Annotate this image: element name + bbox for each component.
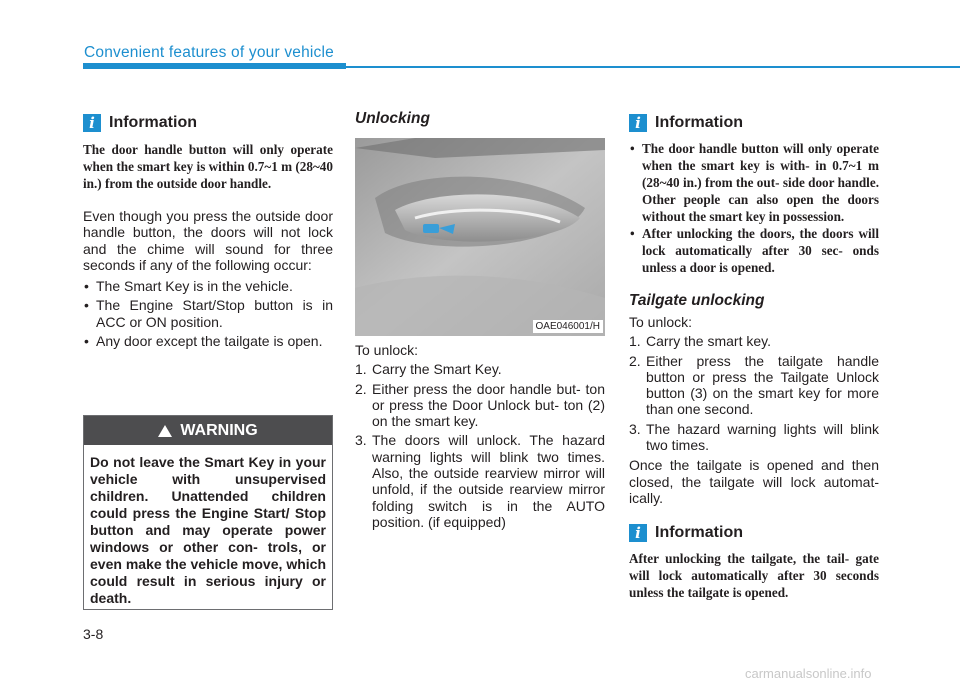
list-item: • Any door except the tailgate is open. bbox=[83, 333, 333, 349]
right-column bbox=[629, 110, 879, 601]
tailgate-steps bbox=[629, 333, 879, 453]
list-item: 3. The hazard warning lights will blink two times. bbox=[629, 420, 879, 454]
list-item: • After unlocking the doors, the doors will lock automatically after 30 sec- onds unless a door is opened. bbox=[629, 225, 879, 276]
left-column bbox=[83, 110, 333, 349]
door-handle-illustration bbox=[355, 138, 605, 336]
list-item: 2. Either press the door handle but- ton or press the Door Unlock but- ton (2) on the smart key. bbox=[355, 380, 605, 430]
middle-column bbox=[355, 110, 605, 132]
middle-column-text bbox=[355, 342, 605, 530]
info-icon: i bbox=[629, 114, 647, 132]
intro-text: To unlock: bbox=[355, 342, 419, 358]
watermark: carmanualsonline.info bbox=[745, 666, 872, 681]
paragraph: Once the tailgate is opened and then closed, the tailgate will lock automat- ically. bbox=[629, 457, 879, 506]
condition-list bbox=[83, 278, 333, 349]
unlock-steps bbox=[355, 361, 605, 530]
warning-text: Do not leave the Smart Key in your vehicle with unsupervised children. Unattended children could press the Engine Start/ Stop button and may operate power windows or other con- trols, or even make the vehicle move, which could result in serious injury or death. bbox=[90, 454, 326, 606]
list-item: 2. Either press the tailgate handle button or press the Tailgate Unlock button (3) on the smart key for more than one second. bbox=[629, 352, 879, 418]
info-bullets bbox=[629, 140, 879, 276]
header-rule bbox=[83, 66, 960, 68]
info-title: Information bbox=[655, 114, 743, 131]
section-title-unlocking: Unlocking bbox=[355, 110, 430, 127]
page-number: 3-8 bbox=[83, 626, 104, 642]
info-text: The door handle button will only operate when the smart key is within 0.7~1 m (28~40 in.) from the outside door handle. bbox=[83, 142, 333, 191]
info-icon: i bbox=[83, 114, 101, 132]
info-text: After unlocking the tailgate, the tail- gate will lock automatically after 30 seconds unless the tailgate is opened. bbox=[629, 551, 879, 601]
chapter-title: Convenient features of your vehicle bbox=[84, 44, 334, 61]
info-heading bbox=[629, 520, 879, 546]
list-item: • The door handle button will only operate when the smart key is with- in 0.7~1 m (28~40 in.) from the out- side door handle. Other people can also open the doors without the smart key in possession. bbox=[629, 140, 879, 225]
list-item: • The Engine Start/Stop button is in ACC or ON position. bbox=[83, 297, 333, 330]
info-heading bbox=[83, 110, 333, 136]
intro-text: To unlock: bbox=[629, 314, 693, 330]
list-item: • The Smart Key is in the vehicle. bbox=[83, 278, 333, 294]
list-item: 3. The doors will unlock. The hazard warning lights will blink two times. Also, the outside rearview mirror will unfold, if the outside rearview mirror folding switch is in the AUTO position. (if equipped) bbox=[355, 432, 605, 530]
warning-triangle-icon bbox=[158, 425, 172, 437]
list-item: 1. Carry the Smart Key. bbox=[355, 361, 502, 378]
info-title: Information bbox=[655, 524, 743, 542]
info-heading bbox=[629, 110, 879, 136]
warning-box bbox=[83, 415, 333, 610]
door-handle-photo bbox=[355, 138, 605, 336]
info-title: Information bbox=[109, 114, 197, 131]
list-item: 1. Carry the smart key. bbox=[629, 333, 771, 350]
image-code: OAE046001/H bbox=[533, 320, 604, 333]
paragraph: Even though you press the outside door handle button, the doors will not lock and the chime will sound for three seconds if any of the following occur: bbox=[83, 208, 333, 273]
warning-label: WARNING bbox=[180, 421, 258, 439]
info-icon: i bbox=[629, 524, 647, 542]
warning-header bbox=[84, 416, 332, 445]
section-title-tailgate: Tailgate unlocking bbox=[629, 292, 765, 309]
